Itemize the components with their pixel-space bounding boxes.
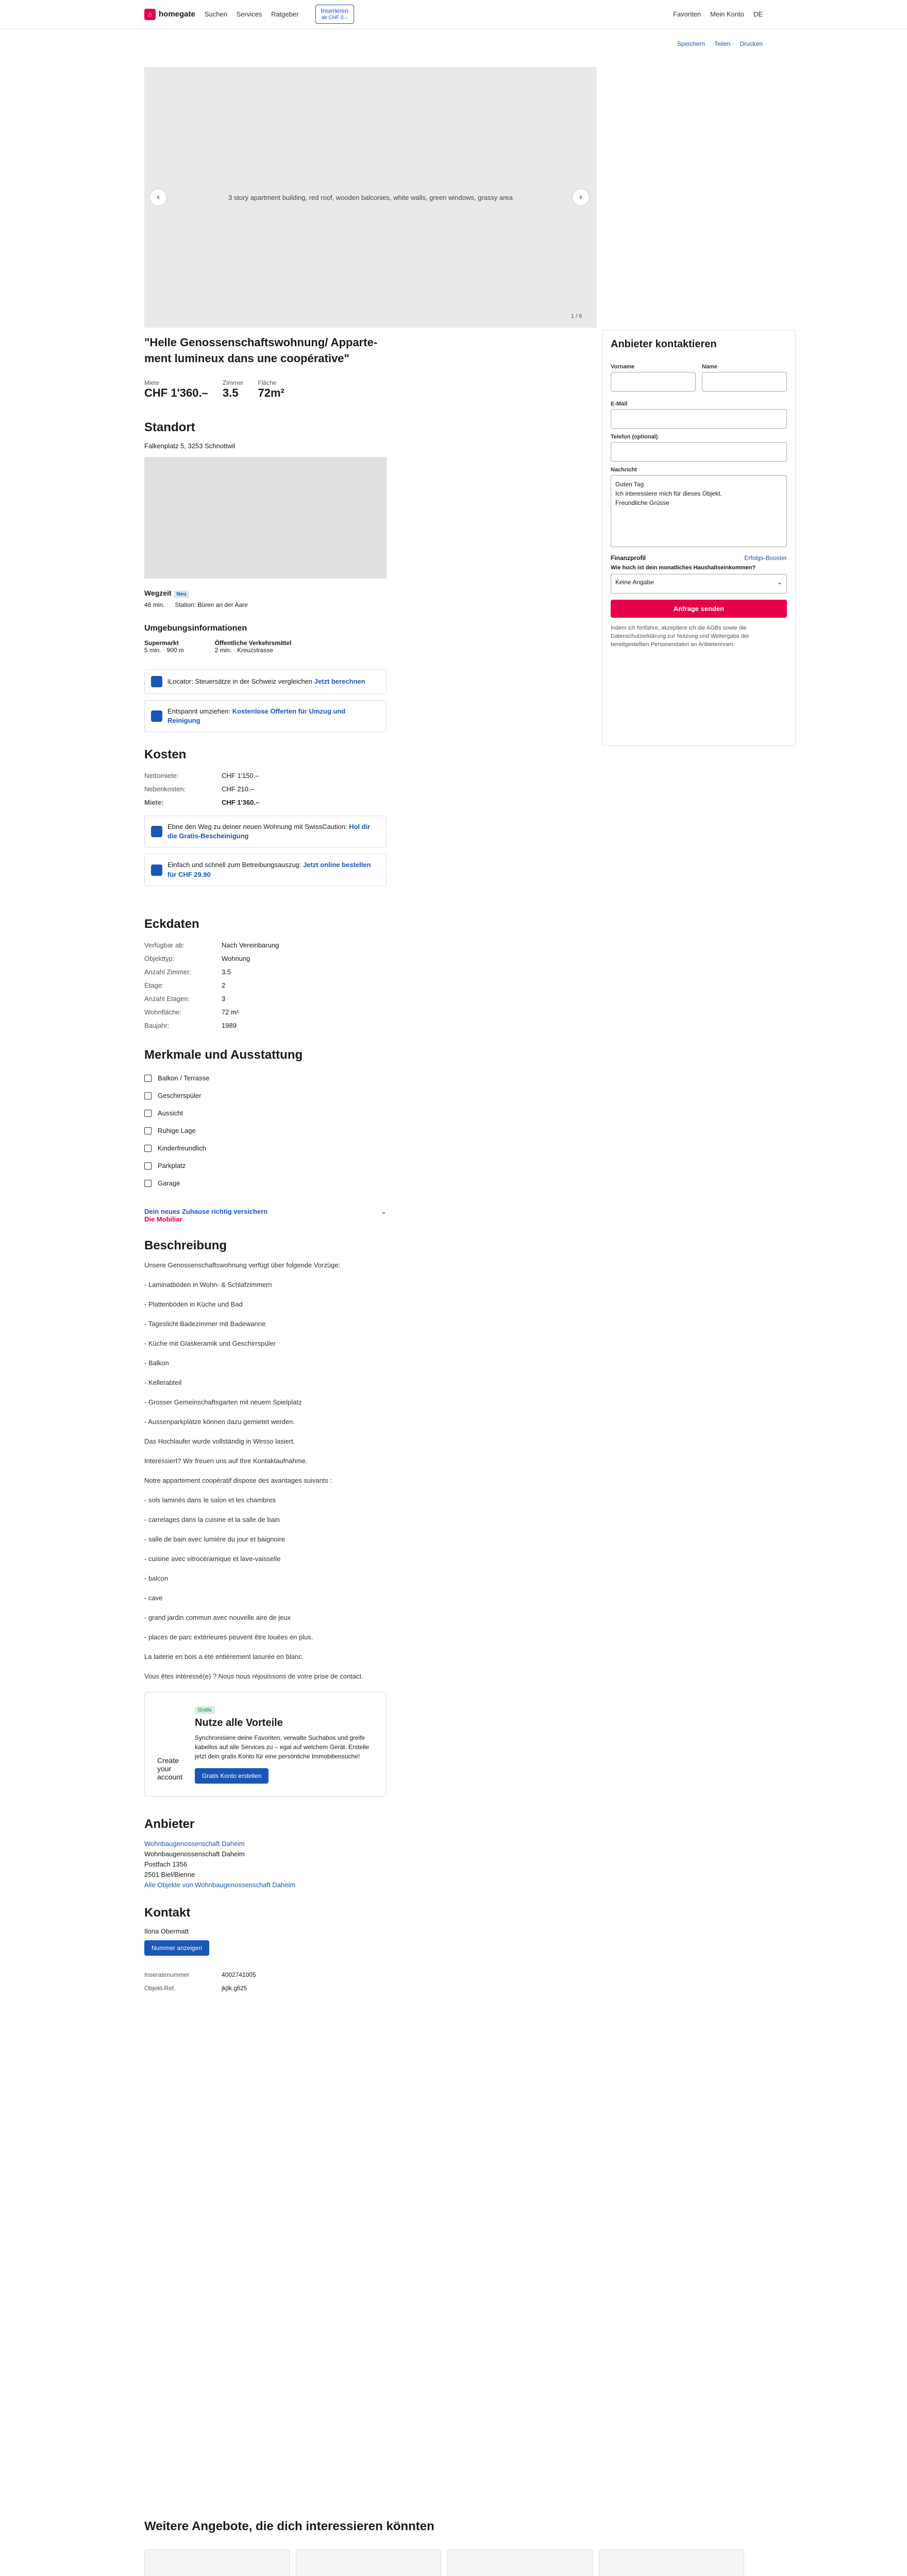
super-label: Supermarkt	[144, 639, 179, 647]
rooms-value: 3.5	[222, 386, 239, 399]
income-selected: Keine Angabe	[615, 579, 654, 586]
feature-item	[144, 1122, 387, 1140]
cost-row	[144, 783, 387, 796]
description-paragraph: - Küche mit Glaskeramik und Geschirrspüler	[144, 1339, 276, 1347]
description-paragraph: - Aussenparkplätze können dazu gemietet werden.	[144, 1417, 295, 1426]
provider-addr: Postfach 1356	[144, 1860, 188, 1868]
name-row	[611, 360, 787, 397]
feature-item	[144, 1140, 387, 1157]
detail-row	[144, 952, 387, 965]
feature-label: Balkon / Terrasse	[158, 1074, 210, 1082]
detail-row	[144, 965, 387, 979]
description-paragraph: - Laminatböden in Wohn- & Schlafzimmern	[144, 1280, 272, 1289]
view-icon	[144, 1110, 152, 1117]
site-header	[0, 0, 907, 29]
station: Station: Büren an der Aare	[175, 601, 248, 608]
description-paragraph: Vous êtes intéressé(e) ? Nous nous réjouissons de votre prise de contact.	[144, 1672, 363, 1680]
gallery-prev-icon[interactable]: ‹	[149, 189, 167, 206]
image-gallery[interactable]	[144, 67, 597, 328]
print-button[interactable]: Drucken	[740, 40, 763, 47]
obj-label: Objekt-Ref.	[144, 1984, 176, 1992]
detail-value: 72 m²	[222, 1008, 239, 1016]
logo-icon: ⌂	[144, 9, 156, 20]
send-button[interactable]: Anfrage senden	[611, 600, 787, 618]
feature-label: Ruhige Lage	[158, 1126, 196, 1134]
description-paragraph: Notre appartement coopératif dispose des avantages suivants :	[144, 1476, 332, 1484]
contact-form	[602, 330, 796, 746]
description-paragraph: Unsere Genossenschaftswohnung verfügt über folgende Vorzüge:	[144, 1261, 341, 1269]
detail-label: Verfügbar ab:	[144, 941, 185, 949]
provider-all-link[interactable]: Alle Objekte von Wohnbaugenossenschaft Daheim	[144, 1880, 296, 1889]
description-paragraph: La laiterie en bois a été entièrement lasurée en blanc.	[144, 1652, 304, 1660]
form-title: Anbieter kontaktieren	[611, 338, 717, 350]
insert-label: Inserieren	[321, 7, 348, 15]
main-column	[144, 335, 387, 1995]
cost-label: Miete:	[144, 798, 164, 806]
description-paragraph: - balcon	[144, 1574, 169, 1582]
feature-item	[144, 1105, 387, 1122]
booster-link[interactable]: Erfolgs-Booster	[744, 554, 787, 562]
moving-icon	[151, 710, 162, 722]
first-name-group	[611, 360, 696, 397]
new-badge: Neu	[174, 590, 190, 598]
env-info	[144, 639, 387, 654]
message-label: Nachricht	[611, 467, 637, 473]
promo4-link[interactable]: Jetzt online bestellen für CHF 29.90	[167, 861, 371, 878]
promo1-text: iLocator: Steuersätze in der Schweiz vergleichen	[167, 677, 313, 685]
share-button[interactable]: Teilen	[714, 40, 731, 47]
teaser-left: Create your account	[157, 1756, 183, 1781]
feature-label: Parkplatz	[158, 1161, 186, 1170]
description-paragraph: - salle de bain avec lumière du jour et baignoire	[144, 1535, 285, 1543]
description-paragraph: - grand jardin commun avec nouvelle aire de jeux	[144, 1613, 291, 1621]
description-paragraph: - carrelages dans la cuisine et la salle de bain	[144, 1515, 280, 1523]
garage-icon	[144, 1180, 152, 1187]
contact-title: Kontakt	[144, 1905, 191, 1920]
promo1-link[interactable]: Jetzt berechnen	[314, 677, 365, 685]
detail-value: 3.5	[222, 968, 231, 976]
email-label: E-Mail	[611, 401, 628, 407]
map[interactable]	[144, 457, 387, 579]
ref-value: 4002741005	[222, 1971, 256, 1978]
detail-label: Anzahl Zimmer:	[144, 968, 192, 976]
similar-listings	[144, 2519, 763, 2576]
provider-name[interactable]: Wohnbaugenossenschaft Daheim	[144, 1839, 245, 1848]
obj-row	[144, 1981, 387, 1995]
description-title: Beschreibung	[144, 1238, 227, 1252]
key-facts	[144, 379, 387, 400]
favorites-link[interactable]: Favoriten	[673, 10, 701, 18]
chevron-down-icon: ⌄	[777, 579, 782, 586]
promo-debt-extract[interactable]	[144, 854, 387, 886]
parking-icon	[144, 1162, 152, 1170]
detail-label: Etage:	[144, 981, 164, 989]
detail-value: 1989	[222, 1021, 237, 1029]
description-paragraph: - Kellerabteil	[144, 1378, 182, 1386]
description-paragraph: Das Hochlaufer wurde vollständig in Wesso lasiert.	[144, 1437, 295, 1445]
detail-row	[144, 1019, 387, 1032]
last-name-label: Name	[702, 364, 717, 370]
phone-label: Telefon (optional)	[611, 434, 658, 440]
finance-header	[611, 554, 787, 562]
nav-search[interactable]: Suchen	[204, 10, 227, 18]
gallery-counter: 1 / 6	[571, 313, 582, 319]
promo2-text: Entspannt umziehen:	[167, 707, 231, 715]
phone-field[interactable]	[611, 442, 787, 462]
walk-time: 46 min.	[144, 601, 165, 608]
cost-value: CHF 1'360.–	[222, 798, 260, 806]
area-value: 72m²	[258, 386, 284, 399]
first-name-field[interactable]	[611, 372, 696, 392]
price-label: Miete	[144, 379, 160, 386]
nav-services[interactable]: Services	[236, 10, 262, 18]
promo3-text: Ebne den Weg zu deiner neuen Wohnung mit SwissCaution:	[167, 822, 347, 831]
transit-label: Öffentliche Verkehrsmittel	[214, 639, 292, 647]
description-paragraph: Interessiert? Wir freuen uns auf Ihre Kontaktaufnahme.	[144, 1456, 308, 1465]
detail-row	[144, 992, 387, 1006]
transit-time: 2 min.	[214, 646, 232, 654]
price-value: CHF 1'360.–	[144, 386, 208, 399]
first-name-label: Vorname	[611, 364, 635, 370]
cost-label: Nettomiete:	[144, 771, 179, 779]
address: Falkenplatz 5, 3253 Schnottwil	[144, 442, 236, 450]
description-paragraph: - sols laminés dans le salon et les chambres	[144, 1496, 276, 1504]
detail-row	[144, 939, 387, 952]
image-caption: 3 story apartment building, red roof, wooden balconies, white walls, green windows, grassy area	[228, 193, 513, 201]
mobiliar-logo: Die Mobiliar	[144, 1215, 182, 1223]
free-badge: Gratis	[195, 1706, 215, 1714]
promo3-link[interactable]: Hol dir die Gratis-Bescheinigung	[167, 822, 371, 840]
detail-value: Wohnung	[222, 954, 250, 962]
description-paragraph: - Tageslicht Badezimmer mit Badewanne	[144, 1319, 266, 1328]
cost-row	[144, 769, 387, 783]
listing-card[interactable]	[447, 2549, 593, 2576]
feature-label: Garage	[158, 1179, 180, 1187]
cost-row	[144, 796, 387, 809]
env-transit: Öffentliche Verkehrsmittel 2 min. · Kreuzstrasse	[214, 639, 292, 654]
env-super: Supermarkt 5 min. · 900 m	[144, 639, 184, 654]
cost-value: CHF 210.–	[222, 785, 254, 793]
detail-value: 2	[222, 981, 226, 989]
ref-row	[144, 1968, 387, 1981]
feature-item	[144, 1157, 387, 1175]
child-icon	[144, 1145, 152, 1152]
listing-card[interactable]	[599, 2549, 744, 2576]
description-paragraph: - places de parc extérieures peuvent être louées en plus.	[144, 1633, 313, 1641]
env-title: Umgebungsinformationen	[144, 623, 247, 633]
detail-label: Wohnfläche:	[144, 1008, 182, 1016]
insert-button[interactable]	[315, 5, 354, 23]
detail-label: Objekttyp:	[144, 954, 175, 962]
detail-row	[144, 1006, 387, 1019]
cost-value: CHF 1'150.–	[222, 771, 259, 779]
description-paragraph: - cuisine avec vitrocéramique et lave-vaisselle	[144, 1554, 281, 1563]
description-paragraph: - Balkon	[144, 1359, 169, 1367]
promo-moving[interactable]	[144, 700, 387, 732]
super-time: 5 min.	[144, 646, 161, 654]
insurance-link[interactable]: Dein neues Zuhause richtig versichern	[144, 1207, 268, 1215]
details-title: Eckdaten	[144, 917, 199, 931]
swisscaution-icon	[151, 826, 162, 837]
area-fact	[258, 379, 284, 400]
detail-value: Nach Vereinbarung	[222, 941, 279, 949]
provider-addr: Wohnbaugenossenschaft Daheim	[144, 1850, 245, 1858]
account-teaser	[144, 1692, 387, 1797]
rooms-label: Zimmer	[222, 379, 244, 386]
last-name-group	[702, 360, 787, 397]
listing-title: "Helle Genossenschaftswohnung/ Appartement lumineux dans une coopérative"	[144, 336, 378, 365]
description-paragraph: - cave	[144, 1594, 163, 1602]
ref-label: Inseratenummer	[144, 1971, 190, 1978]
teaser-text: Synchronisiere deine Favoriten, verwalte Suchabos und greife kabellos auf alle Services zu – egal auf welchem Gerät. Erstelle jetzt dein gratis Konto für eine persönliche Immobiliensuche!	[195, 1734, 369, 1760]
account-link[interactable]: Mein Konto	[710, 10, 744, 18]
income-question: Wie hoch ist dein monatliches Haushaltseinkommen?	[611, 565, 756, 571]
travel-time	[144, 601, 387, 608]
travel-time-title	[144, 589, 387, 597]
features-title: Merkmale und Ausstattung	[144, 1047, 303, 1062]
cost-label: Nebenkosten:	[144, 785, 186, 793]
description-paragraph: - Grosser Gemeinschaftsgarten mit neuem Spielplatz	[144, 1398, 302, 1406]
finance-title: Finanzprofil	[611, 554, 646, 562]
price-fact	[144, 379, 208, 400]
travel-time-label: Wegzeit	[144, 588, 172, 597]
listing-card[interactable]	[296, 2549, 441, 2576]
description-text	[144, 1260, 387, 1682]
save-button[interactable]: Speichern	[677, 40, 705, 47]
nav-guide[interactable]: Ratgeber	[271, 10, 299, 18]
area-label: Fläche	[258, 379, 277, 386]
location-title: Standort	[144, 420, 195, 434]
last-name-field[interactable]	[702, 372, 787, 392]
contact-name: Ilona Obermatt	[144, 1927, 189, 1935]
balcony-icon	[144, 1075, 152, 1082]
privacy-note: Indem ich fortfahre, akzeptiere ich die AGBs sowie die Datenschutzerklärung zur Nutzung und Weitergabe der bereitgestellten Personendaten an Anbieterinnen.	[611, 625, 749, 648]
feature-item	[144, 1087, 387, 1105]
provider-addr: 2501 Biel/Bienne	[144, 1870, 195, 1878]
gallery-next-icon[interactable]: ›	[572, 189, 590, 206]
detail-row	[144, 979, 387, 992]
detail-value: 3	[222, 994, 226, 1003]
detail-label: Anzahl Etagen:	[144, 994, 190, 1003]
chevron-down-icon[interactable]: ⌄	[381, 1207, 387, 1215]
feature-label: Geschirrspüler	[158, 1091, 201, 1099]
teaser-title: Nutze alle Vorteile	[195, 1717, 283, 1728]
obj-value: jkjlk.gfi25	[222, 1984, 247, 1992]
similar-cards	[144, 2549, 763, 2576]
promo-ilocator[interactable]	[144, 669, 387, 694]
feature-item	[144, 1175, 387, 1192]
logo-text: homegate	[159, 10, 195, 19]
similar-title: Weitere Angebote, die dich interessieren könnten	[144, 2519, 434, 2533]
description-paragraph: - Plattenböden in Küche und Bad	[144, 1300, 243, 1308]
provider-block	[144, 1839, 387, 1890]
promo2-link[interactable]: Kostenlose Offerten für Umzug und Reinigung	[167, 707, 346, 724]
rooms-fact	[223, 379, 244, 400]
transit-stop: Kreuzstrasse	[237, 646, 274, 654]
quiet-icon	[144, 1127, 152, 1134]
ilocator-icon	[151, 676, 162, 687]
email-field[interactable]	[611, 409, 787, 429]
listing-card[interactable]	[144, 2549, 290, 2576]
message-field[interactable]: Guten Tag Ich interessiere mich für dieses Objekt. Freundliche Grüsse	[611, 475, 787, 547]
super-dist: 900 m	[166, 646, 184, 654]
dishwasher-icon	[144, 1092, 152, 1099]
promo-swisscaution[interactable]	[144, 816, 387, 848]
show-number-button[interactable]: Nummer anzeigen	[144, 1940, 209, 1956]
feature-label: Kinderfreundlich	[158, 1144, 206, 1152]
provider-title: Anbieter	[144, 1817, 195, 1831]
promo4-text: Einfach und schnell zum Betreibungsauszug:	[167, 861, 301, 869]
homegate-logo[interactable]	[144, 9, 195, 20]
feature-item	[144, 1070, 387, 1087]
document-icon	[151, 865, 162, 876]
income-select[interactable]	[611, 574, 787, 594]
listing-actions	[0, 29, 907, 47]
detail-label: Baujahr:	[144, 1021, 170, 1029]
language-switch[interactable]: DE	[753, 10, 763, 18]
feature-label: Aussicht	[158, 1109, 183, 1117]
costs-title: Kosten	[144, 747, 187, 761]
insert-sub: ab CHF 0.–	[321, 14, 348, 21]
main-nav	[205, 10, 306, 18]
create-account-button[interactable]: Gratis Konto erstellen	[195, 1768, 268, 1784]
insurance-teaser[interactable]	[144, 1208, 387, 1223]
